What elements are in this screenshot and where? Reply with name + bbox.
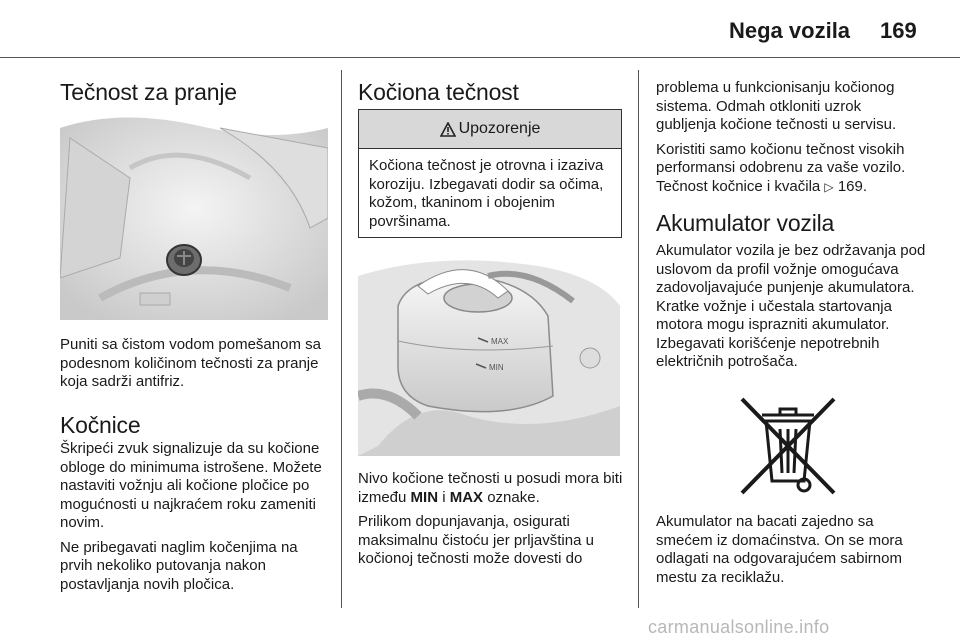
brake-fluid-text: Nivo kočione tečnosti u posudi mora biti između MIN i MAX oznake. Prilikom dopunjavanja, osigurati maksimalnu čistoću jer prljavština u kočionoj tečnosti može dovesti do xyxy=(358,470,623,567)
page-reference-link[interactable]: 169. xyxy=(837,177,868,195)
reservoir-max-label: MAX xyxy=(491,337,509,346)
crossed-out-wheelie-bin-icon xyxy=(736,393,840,499)
brake-fluid-reservoir-illustration xyxy=(358,246,620,456)
brakes-text: Škripeći zvuk signalizuje da su kočione obloge do minimuma istrošene. Možete nastaviti vožnju ali kočione pločice po mogućnosti u najkraćem roku zameniti novim. Ne pribegavati naglim kočenjima na prvih nekoliko putovanja nakon postavljanja novih pločica. xyxy=(60,440,322,593)
washer-fluid-text: Puniti sa čistom vodom pomešanom sa podesnom količinom tečnosti za pranje koja sadrži antifriz. xyxy=(60,336,321,390)
column-divider xyxy=(638,70,639,608)
section-title-brakes: Kočnice xyxy=(60,412,141,438)
section-title-washer-fluid: Tečnost za pranje xyxy=(60,79,237,105)
footer-watermark: carmanualsonline.info xyxy=(648,617,830,637)
column-divider xyxy=(341,70,342,608)
warning-box xyxy=(358,109,622,238)
warning-triangle-icon xyxy=(440,122,456,137)
battery-text: Akumulator vozila je bez održavanja pod uslovom da profil vožnje omogućava zadovoljavajuće punjenje akumulatora. Kratke vožnje i učestala startovanja motora mogu isprazniti akumulator. Izbegavati korišćenje nepotrebnih električnih potrošača. xyxy=(656,242,926,370)
warning-title: Upozorenje xyxy=(458,120,541,137)
section-title-brake-fluid: Kočiona tečnost xyxy=(358,79,519,105)
header-rule xyxy=(0,57,960,58)
brake-fluid-continued-text: problema u funkcionisanju kočionog sistema. Odmah otkloniti uzrok gubljenja kočione tečnosti u servisu. Koristiti samo kočionu tečnost visokih performansi odobrenu za vaše vozilo. Tečnost kočnice i kvačila ▷ 169. xyxy=(656,79,906,195)
page-reference-arrow-icon: ▷ xyxy=(824,179,834,194)
max-mark-label: MAX xyxy=(449,488,484,506)
warning-header xyxy=(359,110,621,149)
battery-disposal-text: Akumulator na bacati zajedno sa smećem iz domaćinstva. On se mora odlagati na odgovarajućem sabirnom mestu za reciklažu. xyxy=(656,513,903,586)
min-mark-label: MIN xyxy=(410,488,439,506)
warning-text: Kočiona tečnost je otrovna i izaziva koroziju. Izbegavati dodir sa očima, kožom, tkaninom i obojenim površinama. xyxy=(369,157,604,230)
washer-reservoir-illustration xyxy=(60,108,328,320)
section-title-vehicle-battery: Akumulator vozila xyxy=(656,210,835,236)
page-number: 169 xyxy=(880,18,917,43)
reservoir-min-label: MIN xyxy=(489,363,504,372)
header-title: Nega vozila xyxy=(729,18,851,43)
